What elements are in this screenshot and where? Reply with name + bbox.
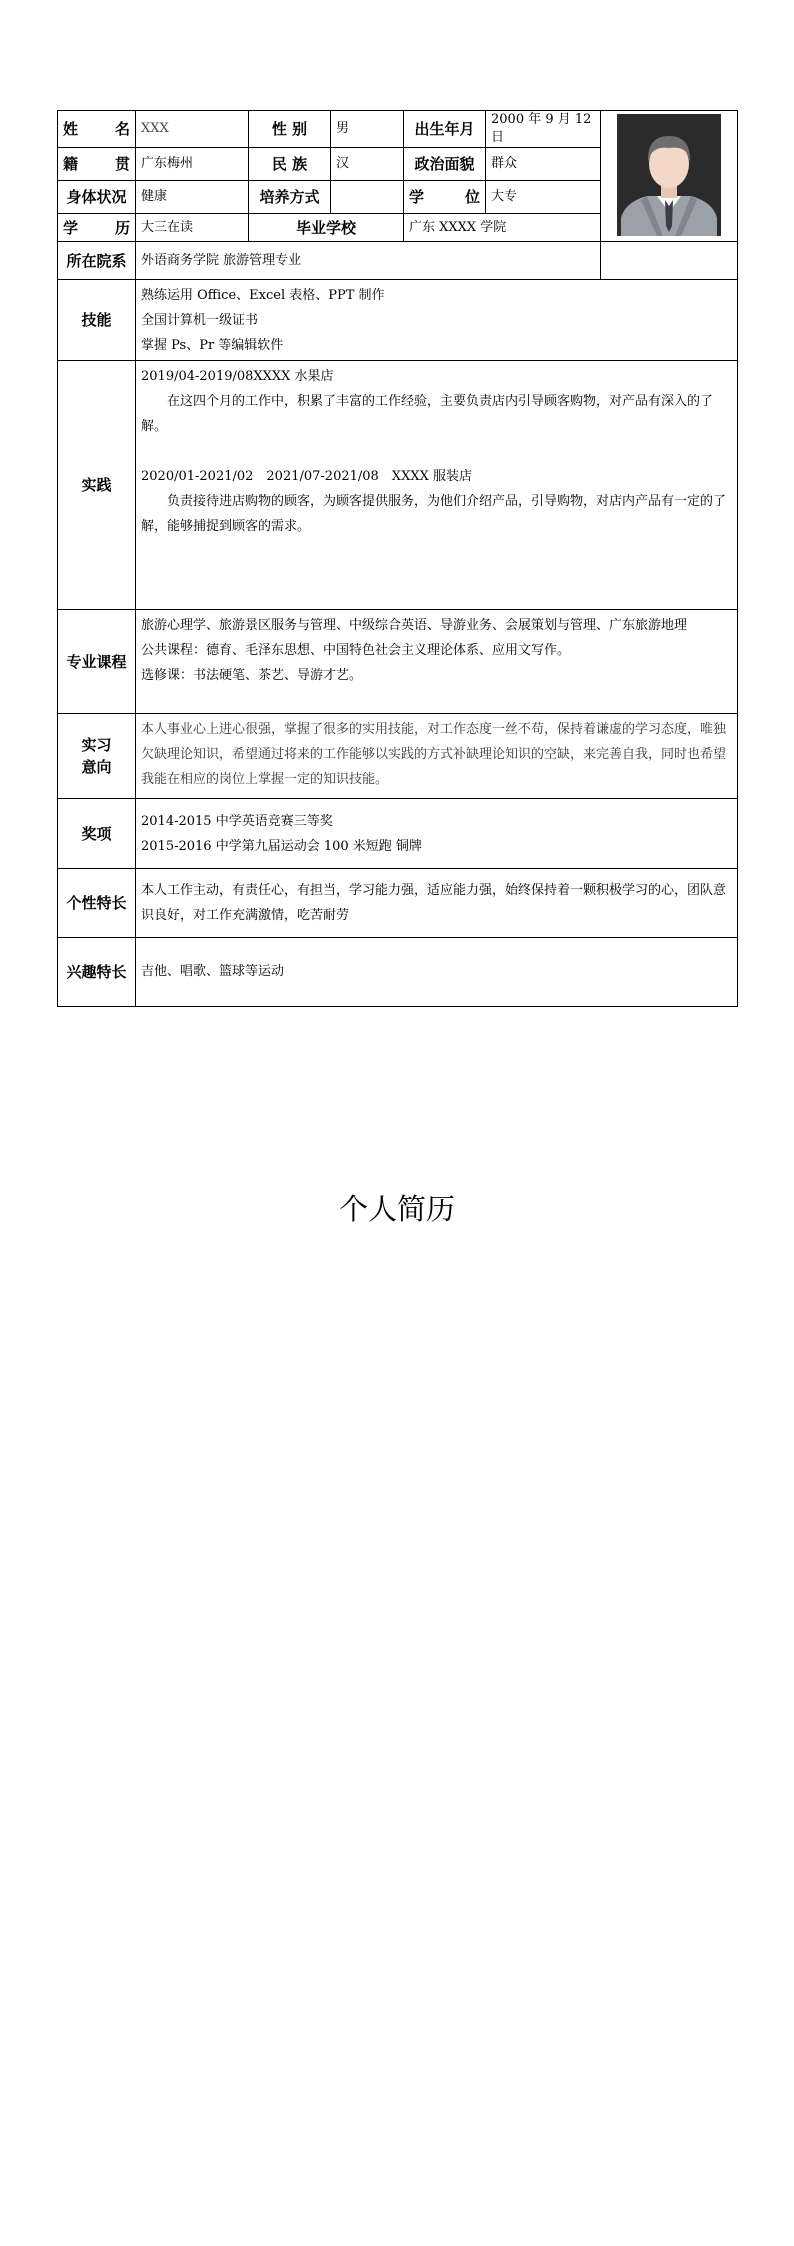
practice-job1-desc: 在这四个月的工作中，积累了丰富的工作经验，主要负责店内引导顾客购物，对产品有深入的了解。 — [141, 394, 714, 434]
skills-line: 全国计算机一级证书 — [141, 313, 259, 328]
name-label: 姓 名 — [58, 111, 136, 148]
political-value: 群众 — [486, 148, 601, 181]
education-label: 学 历 — [58, 214, 136, 242]
political-label: 政治面貌 — [404, 148, 486, 181]
award-item: 2014-2015 中学英语竞赛三等奖 — [141, 813, 333, 829]
photo-spacer — [601, 242, 738, 280]
hobbies-label: 兴趣特长 — [58, 938, 136, 1007]
skills-line: 熟练运用 Office、Excel 表格、PPT 制作 — [141, 288, 385, 303]
skills-label: 技能 — [58, 280, 136, 361]
skills-content — [136, 280, 738, 361]
degree-value: 大专 — [486, 181, 601, 214]
school-label: 毕业学校 — [249, 214, 404, 242]
training-label: 培养方式 — [249, 181, 331, 214]
hobbies-text: 吉他、唱歌、篮球等运动 — [136, 938, 738, 1007]
health-label: 身体状况 — [58, 181, 136, 214]
courses-major: 旅游心理学、旅游景区服务与管理、中级综合英语、导游业务、会展策划与管理、广东旅游地理 — [141, 618, 688, 633]
awards-content — [136, 799, 738, 869]
skills-line: 掌握 Ps、Pr 等编辑软件 — [141, 338, 284, 353]
practice-label: 实践 — [58, 361, 136, 610]
health-value: 健康 — [136, 181, 249, 214]
award-item: 2015-2016 中学第九届运动会 100 米短跑 铜牌 — [141, 838, 422, 854]
resume-table — [57, 110, 738, 1007]
ethnic-label: 民 族 — [249, 148, 331, 181]
practice-job1-period: 2019/04-2019/08XXXX 水果店 — [141, 369, 334, 384]
personality-text: 本人工作主动，有责任心，有担当，学习能力强，适应能力强，始终保持着一颗积极学习的心，团队意识良好，对工作充满激情，吃苦耐劳 — [136, 869, 738, 938]
department-label: 所在院系 — [58, 242, 136, 280]
native-place-label: 籍 贯 — [58, 148, 136, 181]
education-value: 大三在读 — [136, 214, 249, 242]
avatar — [617, 114, 721, 236]
intent-text: 本人事业心上进心很强，掌握了很多的实用技能，对工作态度一丝不苟，保持着谦虚的学习态度，唯独欠缺理论知识，希望通过将来的工作能够以实践的方式补缺理论知识的空缺，来完善自我，同时也希望我能在相应的岗位上掌握一定的知识技能。 — [136, 714, 738, 799]
courses-elective: 选修课：书法硬笔、茶艺、导游才艺。 — [141, 668, 363, 683]
page-title: 个人简历 — [338, 1192, 455, 1226]
practice-content — [136, 361, 738, 610]
department-value: 外语商务学院 旅游管理专业 — [136, 242, 601, 280]
intent-label — [58, 714, 136, 799]
training-value — [331, 181, 404, 214]
personality-label: 个性特长 — [58, 869, 136, 938]
courses-public: 公共课程：德育、毛泽东思想、中国特色社会主义理论体系、应用文写作。 — [141, 643, 571, 658]
photo-cell — [601, 111, 738, 242]
birth-label: 出生年月 — [404, 111, 486, 148]
school-value: 广东 XXXX 学院 — [404, 214, 601, 242]
courses-content — [136, 610, 738, 714]
degree-label: 学 位 — [404, 181, 486, 214]
birth-value: 2000 年 9 月 12日 — [486, 111, 601, 148]
ethnic-value: 汉 — [331, 148, 404, 181]
gender-value: 男 — [331, 111, 404, 148]
practice-job2-desc: 负责接待进店购物的顾客，为顾客提供服务，为他们介绍产品，引导购物，对店内产品有一定的了解，能够捕捉到顾客的需求。 — [141, 494, 727, 534]
native-place-value: 广东梅州 — [136, 148, 249, 181]
gender-label: 性 别 — [249, 111, 331, 148]
intent-label-line2: 意向 — [81, 758, 112, 776]
courses-label: 专业课程 — [58, 610, 136, 714]
practice-job2-period: 2020/01-2021/02 2021/07-2021/08 XXXX 服装店 — [141, 469, 472, 484]
intent-label-line1: 实习 — [81, 736, 112, 754]
awards-label: 奖项 — [58, 799, 136, 869]
name-value: XXX — [136, 111, 249, 148]
